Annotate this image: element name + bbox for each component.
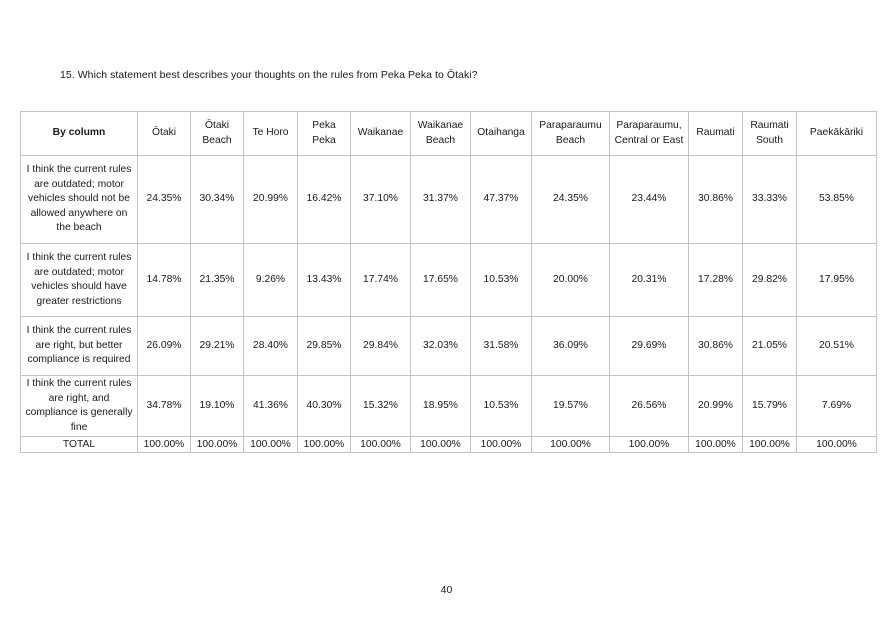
column-header: Waikanae <box>351 112 411 156</box>
table-cell: 26.56% <box>610 376 689 437</box>
total-label: TOTAL <box>21 437 138 453</box>
page-number: 40 <box>440 584 453 596</box>
table-cell: 23.44% <box>610 156 689 244</box>
column-header: Raumati <box>689 112 743 156</box>
corner-header: By column <box>21 112 138 156</box>
table-cell: 20.31% <box>610 244 689 317</box>
total-cell: 100.00% <box>244 437 298 453</box>
row-label: I think the current rules are outdated; motor vehicles should have greater restrictions <box>21 244 138 317</box>
row-label: I think the current rules are right, and compliance is generally fine <box>21 376 138 437</box>
table-cell: 29.84% <box>351 317 411 376</box>
table-cell: 29.85% <box>298 317 351 376</box>
table-cell: 17.74% <box>351 244 411 317</box>
table-row <box>21 376 877 437</box>
table-cell: 30.34% <box>191 156 244 244</box>
table-row <box>21 317 877 376</box>
table-cell: 32.03% <box>411 317 471 376</box>
row-label: I think the current rules are right, but better compliance is required <box>21 317 138 376</box>
total-cell: 100.00% <box>138 437 191 453</box>
table-cell: 20.51% <box>797 317 877 376</box>
table-cell: 19.10% <box>191 376 244 437</box>
table-cell: 14.78% <box>138 244 191 317</box>
table-cell: 36.09% <box>532 317 610 376</box>
table-cell: 29.69% <box>610 317 689 376</box>
total-cell: 100.00% <box>610 437 689 453</box>
column-header: Ōtaki <box>138 112 191 156</box>
table-cell: 20.99% <box>244 156 298 244</box>
total-cell: 100.00% <box>689 437 743 453</box>
table-cell: 28.40% <box>244 317 298 376</box>
column-header: Raumati South <box>743 112 797 156</box>
total-row <box>21 437 877 453</box>
total-cell: 100.00% <box>743 437 797 453</box>
column-header: Te Horo <box>244 112 298 156</box>
table-cell: 10.53% <box>471 244 532 317</box>
table-cell: 41.36% <box>244 376 298 437</box>
table-cell: 33.33% <box>743 156 797 244</box>
total-cell: 100.00% <box>797 437 877 453</box>
table-cell: 18.95% <box>411 376 471 437</box>
table-cell: 29.21% <box>191 317 244 376</box>
table-cell: 53.85% <box>797 156 877 244</box>
table-cell: 30.86% <box>689 156 743 244</box>
column-header: Peka Peka <box>298 112 351 156</box>
table-cell: 20.99% <box>689 376 743 437</box>
row-label: I think the current rules are outdated; motor vehicles should not be allowed anywhere on the beach <box>21 156 138 244</box>
table-cell: 21.05% <box>743 317 797 376</box>
table-cell: 17.65% <box>411 244 471 317</box>
table-cell: 26.09% <box>138 317 191 376</box>
results-table <box>20 111 877 453</box>
table-cell: 21.35% <box>191 244 244 317</box>
table-cell: 13.43% <box>298 244 351 317</box>
table-cell: 31.37% <box>411 156 471 244</box>
table-cell: 15.79% <box>743 376 797 437</box>
table-row <box>21 244 877 317</box>
table-cell: 15.32% <box>351 376 411 437</box>
table-cell: 30.86% <box>689 317 743 376</box>
table-cell: 34.78% <box>138 376 191 437</box>
table-cell: 37.10% <box>351 156 411 244</box>
table-cell: 10.53% <box>471 376 532 437</box>
table-cell: 7.69% <box>797 376 877 437</box>
table-cell: 17.28% <box>689 244 743 317</box>
table-cell: 24.35% <box>532 156 610 244</box>
total-cell: 100.00% <box>191 437 244 453</box>
table-cell: 16.42% <box>298 156 351 244</box>
total-cell: 100.00% <box>351 437 411 453</box>
column-header: Paraparaumu, Central or East <box>610 112 689 156</box>
table-cell: 9.26% <box>244 244 298 317</box>
total-cell: 100.00% <box>298 437 351 453</box>
total-cell: 100.00% <box>411 437 471 453</box>
table-header-row <box>21 112 877 156</box>
table-cell: 24.35% <box>138 156 191 244</box>
table-cell: 19.57% <box>532 376 610 437</box>
table-cell: 29.82% <box>743 244 797 317</box>
question-text: 15. Which statement best describes your thoughts on the rules from Peka Peka to Ōtaki? <box>60 69 478 81</box>
column-header: Paekākāriki <box>797 112 877 156</box>
table-cell: 47.37% <box>471 156 532 244</box>
table-row <box>21 156 877 244</box>
table-cell: 31.58% <box>471 317 532 376</box>
table-cell: 40.30% <box>298 376 351 437</box>
total-cell: 100.00% <box>532 437 610 453</box>
total-cell: 100.00% <box>471 437 532 453</box>
column-header: Ōtaki Beach <box>191 112 244 156</box>
table-cell: 20.00% <box>532 244 610 317</box>
column-header: Paraparaumu Beach <box>532 112 610 156</box>
table-cell: 17.95% <box>797 244 877 317</box>
column-header: Waikanae Beach <box>411 112 471 156</box>
column-header: Otaihanga <box>471 112 532 156</box>
